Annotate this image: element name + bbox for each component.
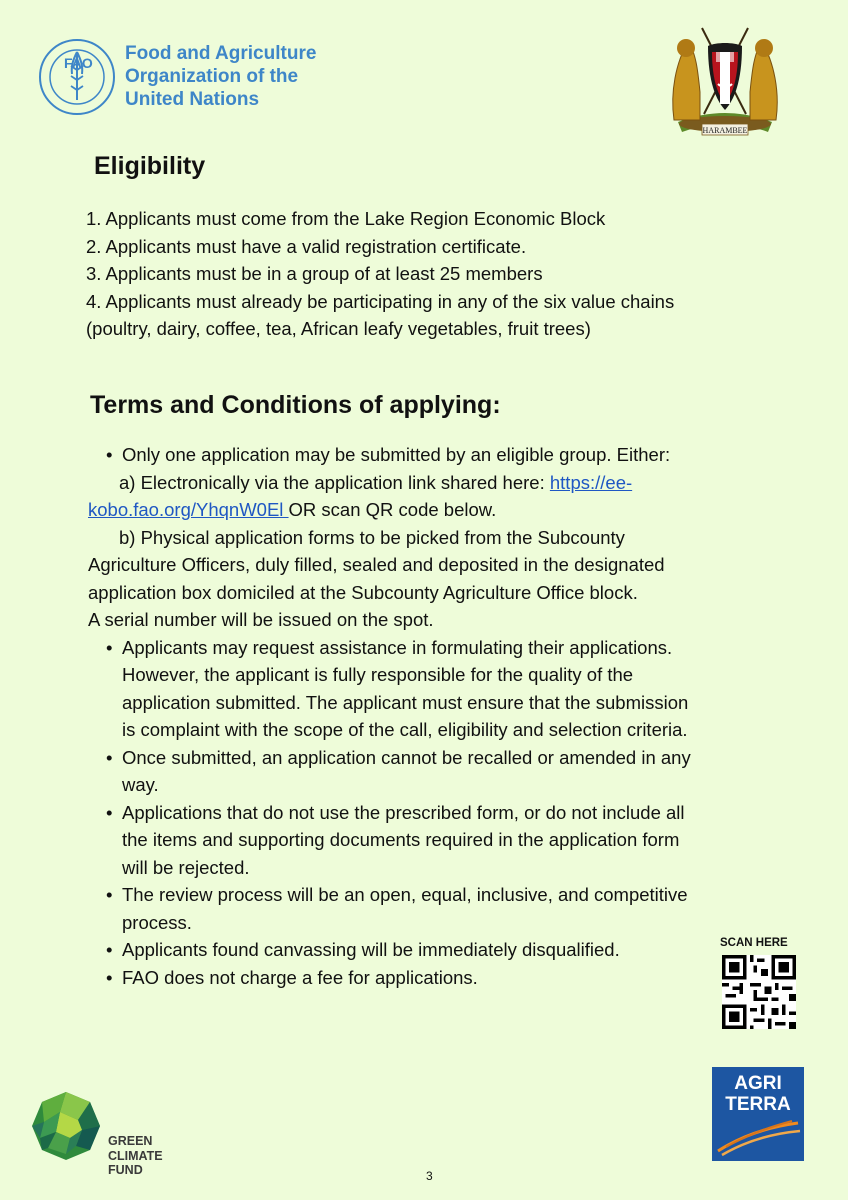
gcf-name — [108, 1134, 163, 1178]
application-link[interactable]: https://ee- — [549, 471, 633, 493]
bullet-line: the items and supporting documents required in the application form — [122, 829, 680, 850]
bullet-line: Applicants may request assistance in formulating their applications. — [122, 636, 673, 658]
agriterra-line: TERRA — [725, 1094, 791, 1115]
bullet-text: Only one application may be submitted by an eligible group. Either: — [122, 444, 671, 465]
terms-bullet: • FAO does not charge a fee for applications. — [88, 964, 758, 992]
eligibility-item: 1. Applicants must come from the Lake Region Economic Block — [86, 208, 606, 229]
fao-name-line: Organization of the — [125, 66, 299, 87]
fao-name-line: United Nations — [125, 89, 260, 110]
bullet-line: application submitted. The applicant must ensure that the submission — [122, 691, 689, 713]
eligibility-item: 2. Applicants must have a valid registration certificate. — [86, 235, 527, 257]
eligibility-list — [86, 205, 776, 343]
bullet-line: way. — [122, 774, 159, 795]
option-a-text: a) Electronically via the application link shared here: — [119, 471, 550, 493]
eligibility-title: Eligibility — [94, 152, 206, 180]
terms-title: Terms and Conditions of applying: — [90, 391, 501, 419]
terms-list — [88, 441, 758, 991]
application-link-continued[interactable]: kobo.fao.org/YhqnW0El — [88, 499, 289, 520]
terms-bullet: • The review process will be an open, equal, inclusive, and competitive process. — [88, 881, 758, 936]
terms-bullet: • Applicants may request assistance in formulating their applications. However, the applicant is fully responsible for the quality of the application submitted. The applicant must ensure that the submission is complaint with the scope of the call, eligibility and selection criteria. — [88, 634, 758, 744]
fao-name-line: Food and Agriculture — [125, 43, 317, 64]
bullet-line: process. — [122, 911, 192, 933]
scan-here-label: SCAN HERE — [720, 937, 788, 949]
option-a-continued — [88, 496, 758, 524]
eligibility-item: 4. Applicants must already be participating in any of the six value chains — [86, 290, 675, 312]
option-a-suffix: OR scan QR code below. — [288, 499, 497, 520]
option-a — [88, 469, 758, 497]
bullet-line: Applications that do not use the prescribed form, or do not include all — [122, 801, 685, 823]
bullet-line: FAO does not charge a fee for applications. — [122, 966, 478, 988]
gcf-logo — [30, 1090, 102, 1162]
serial-note: A serial number will be issued on the spot. — [88, 609, 434, 630]
fao-logo — [38, 38, 116, 116]
option-b-line: Agriculture Officers, duly filled, sealed and deposited in the designated — [88, 554, 665, 575]
qr-code[interactable] — [722, 955, 796, 1029]
terms-bullet: • Once submitted, an application cannot be recalled or amended in any way. — [88, 744, 758, 799]
terms-bullet: • Applicants found canvassing will be immediately disqualified. — [88, 936, 758, 964]
agriterra-line: AGRI — [734, 1073, 782, 1094]
bullet-line: However, the applicant is fully responsible for the quality of the — [122, 664, 634, 685]
agriterra-swoosh-icon — [712, 1117, 804, 1157]
fao-letter-f: FAO — [64, 55, 93, 71]
option-b-line: application box domiciled at the Subcounty Agriculture Office block. — [88, 581, 638, 603]
page-number: 3 — [426, 1169, 433, 1183]
bullet-line: The review process will be an open, equal, inclusive, and competitive — [122, 884, 688, 905]
kenya-coat-of-arms — [664, 22, 786, 137]
fao-name — [125, 42, 316, 111]
crest-motto: HARAMBEE — [702, 126, 748, 135]
gcf-name-line: FUND — [108, 1163, 143, 1177]
bullet-line: Applicants found canvassing will be immediately disqualified. — [122, 939, 620, 960]
terms-bullet: • Only one application may be submitted by an eligible group. Either: — [106, 444, 671, 465]
bullet-line: is complaint with the scope of the call, eligibility and selection criteria. — [122, 719, 688, 740]
option-b: b) Physical application forms to be picked from the Subcounty — [119, 526, 625, 548]
agriterra-logo — [712, 1067, 804, 1161]
eligibility-item: 3. Applicants must be in a group of at least 25 members — [86, 263, 543, 284]
gcf-name-line: CLIMATE — [108, 1148, 163, 1163]
gcf-name-line: GREEN — [108, 1134, 153, 1148]
terms-bullet: • Applications that do not use the prescribed form, or do not include all the items and supporting documents required in the application form will be rejected. — [88, 799, 758, 882]
bullet-line: Once submitted, an application cannot be recalled or amended in any — [122, 746, 691, 768]
eligibility-item: (poultry, dairy, coffee, tea, African leafy vegetables, fruit trees) — [86, 318, 591, 339]
bullet-line: will be rejected. — [122, 856, 250, 878]
